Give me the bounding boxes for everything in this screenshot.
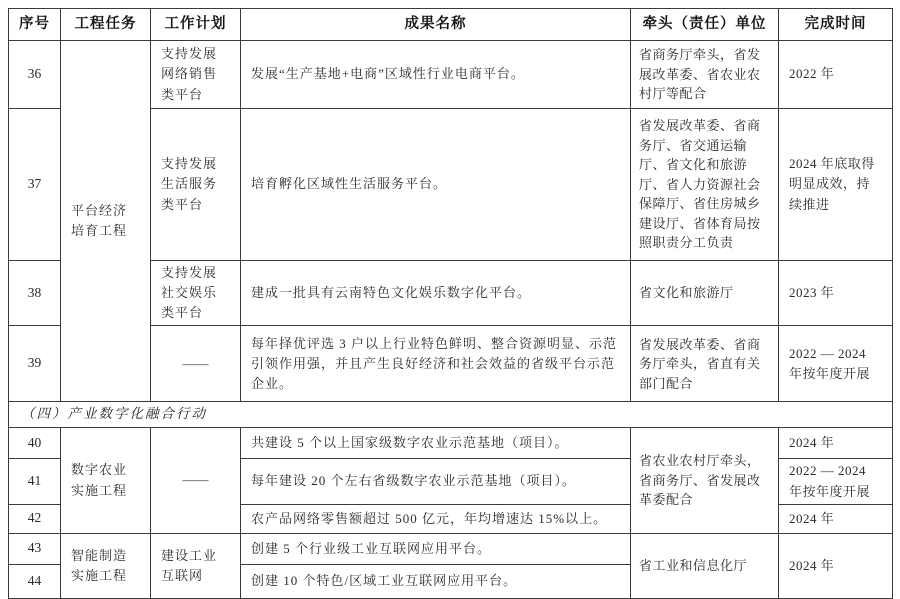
cell-no-40: 40	[9, 428, 61, 459]
cell-no-37: 37	[9, 109, 61, 261]
cell-no-39: 39	[9, 326, 61, 402]
cell-time-38: 2023 年	[779, 261, 893, 326]
cell-unit-36: 省商务厅牵头，省发展改革委、省农业农村厅等配合	[631, 41, 779, 109]
section-heading: （四）产业数字化融合行动	[9, 402, 893, 428]
col-header-result: 成果名称	[241, 9, 631, 41]
cell-no-36: 36	[9, 41, 61, 109]
cell-time-37: 2024 年底取得明显成效，持续推进	[779, 109, 893, 261]
cell-no-38: 38	[9, 261, 61, 326]
cell-result-42: 农产品网络零售额超过 500 亿元，年均增速达 15%以上。	[241, 504, 631, 533]
cell-plan-40-42-dash: ——	[151, 428, 241, 533]
cell-result-37: 培育孵化区域性生活服务平台。	[241, 109, 631, 261]
plan-table	[8, 8, 893, 599]
cell-time-42: 2024 年	[779, 504, 893, 533]
cell-unit-38: 省文化和旅游厅	[631, 261, 779, 326]
cell-plan-43-44: 建设工业互联网	[151, 533, 241, 598]
cell-plan-39-dash: ——	[151, 326, 241, 402]
cell-plan-38: 支持发展社交娱乐类平台	[151, 261, 241, 326]
cell-time-39: 2022 — 2024 年按年度开展	[779, 326, 893, 402]
cell-result-36: 发展“生产基地+电商”区域性行业电商平台。	[241, 41, 631, 109]
cell-plan-36: 支持发展网络销售类平台	[151, 41, 241, 109]
cell-result-40: 共建设 5 个以上国家级数字农业示范基地（项目）。	[241, 428, 631, 459]
cell-unit-37: 省发展改革委、省商务厅、省交通运输厅、省文化和旅游厅、省人力资源社会保障厅、省住房城乡建设厅、省体育局按照职责分工负责	[631, 109, 779, 261]
cell-unit-40-42: 省农业农村厅牵头，省商务厅、省发展改革委配合	[631, 428, 779, 533]
table-row-40	[9, 428, 893, 459]
col-header-unit: 牵头（责任）单位	[631, 9, 779, 41]
col-header-no: 序号	[9, 9, 61, 41]
cell-no-44: 44	[9, 564, 61, 598]
cell-no-41: 41	[9, 459, 61, 504]
cell-result-41: 每年建设 20 个左右省级数字农业示范基地（项目）。	[241, 459, 631, 504]
cell-result-38: 建成一批具有云南特色文化娱乐数字化平台。	[241, 261, 631, 326]
cell-time-36: 2022 年	[779, 41, 893, 109]
cell-time-40: 2024 年	[779, 428, 893, 459]
cell-unit-43-44: 省工业和信息化厅	[631, 533, 779, 598]
cell-plan-37: 支持发展生活服务类平台	[151, 109, 241, 261]
cell-result-39: 每年择优评选 3 户以上行业特色鲜明、整合资源明显、示范引领作用强，并且产生良好经济和社会效益的省级平台示范企业。	[241, 326, 631, 402]
cell-no-43: 43	[9, 533, 61, 564]
cell-result-43: 创建 5 个行业级工业互联网应用平台。	[241, 533, 631, 564]
cell-task-digital-agriculture: 数字农业实施工程	[61, 428, 151, 533]
cell-task-platform-economy: 平台经济培育工程	[61, 41, 151, 402]
cell-no-42: 42	[9, 504, 61, 533]
table-row-43	[9, 533, 893, 564]
cell-result-44: 创建 10 个特色/区域工业互联网应用平台。	[241, 564, 631, 598]
table-row-36	[9, 41, 893, 109]
cell-time-41: 2022 — 2024 年按年度开展	[779, 459, 893, 504]
col-header-time: 完成时间	[779, 9, 893, 41]
cell-time-43-44: 2024 年	[779, 533, 893, 598]
header-row	[9, 9, 893, 41]
section-row	[9, 402, 893, 428]
cell-unit-39: 省发展改革委、省商务厅牵头，省直有关部门配合	[631, 326, 779, 402]
cell-task-smart-manufacturing: 智能制造实施工程	[61, 533, 151, 598]
col-header-plan: 工作计划	[151, 9, 241, 41]
col-header-task: 工程任务	[61, 9, 151, 41]
